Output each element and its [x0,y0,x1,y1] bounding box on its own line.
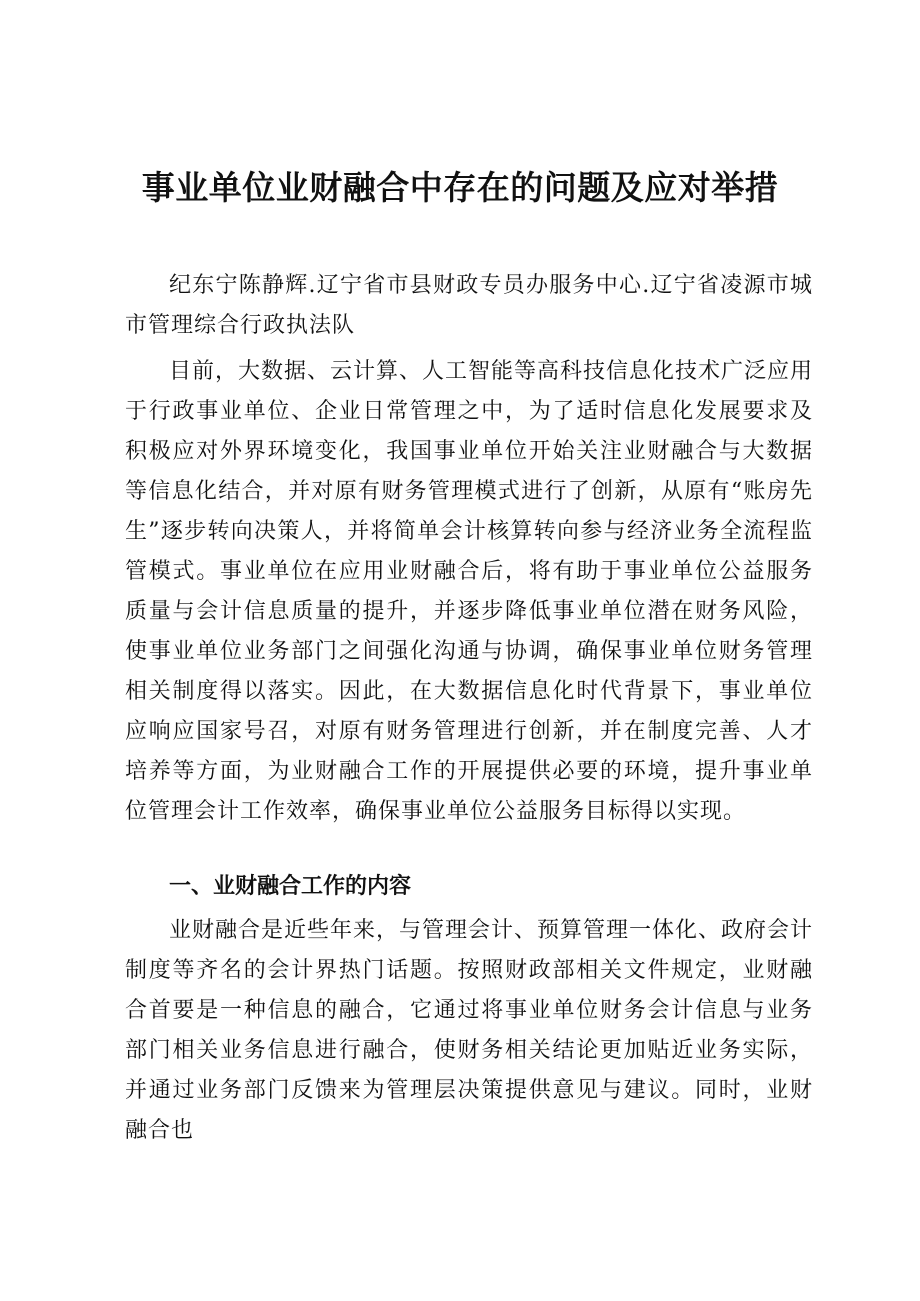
section-paragraph: 业财融合是近些年来，与管理会计、预算管理一体化、政府会计制度等齐名的会计界热门话题。按照财政部相关文件规定，业财融合首要是一种信息的融合，它通过将事业单位财务会计信息与业务部门相关业务信息进行融合，使财务相关结论更加贴近业务实际，并通过业务部门反馈来为管理层决策提供意见与建议。同时，业财融合也 [125,918,814,1143]
section-heading: 一、业财融合工作的内容 [169,874,412,899]
intro-paragraph: 目前，大数据、云计算、人工智能等高科技信息化技术广泛应用于行政事业单位、企业日常管理之中，为了适时信息化发展要求及积极应对外界环境变化，我国事业单位开始关注业财融合与大数据等信息化结合，并对原有财务管理模式进行了创新，从原有“账房先生”逐步转向决策人，并将简单会计核算转向参与经济业务全流程监管模式。事业单位在应用业财融合后，将有助于事业单位公益服务质量与会计信息质量的提升，并逐步降低事业单位潜在财务风险，使事业单位业务部门之间强化沟通与协调，确保事业单位财务管理相关制度得以落实。因此，在大数据信息化时代背景下，事业单位应响应国家号召，对原有财务管理进行创新，并在制度完善、人才培养等方面，为业财融合工作的开展提供必要的环境，提升事业单位管理会计工作效率，确保事业单位公益服务目标得以实现。 [125,359,814,824]
authors-affiliation: 纪东宁陈静辉.辽宁省市县财政专员办服务中心.辽宁省凌源市城市管理综合行政执法队 [125,273,813,338]
document-title: 事业单位业财融合中存在的问题及应对举措 [141,168,779,207]
